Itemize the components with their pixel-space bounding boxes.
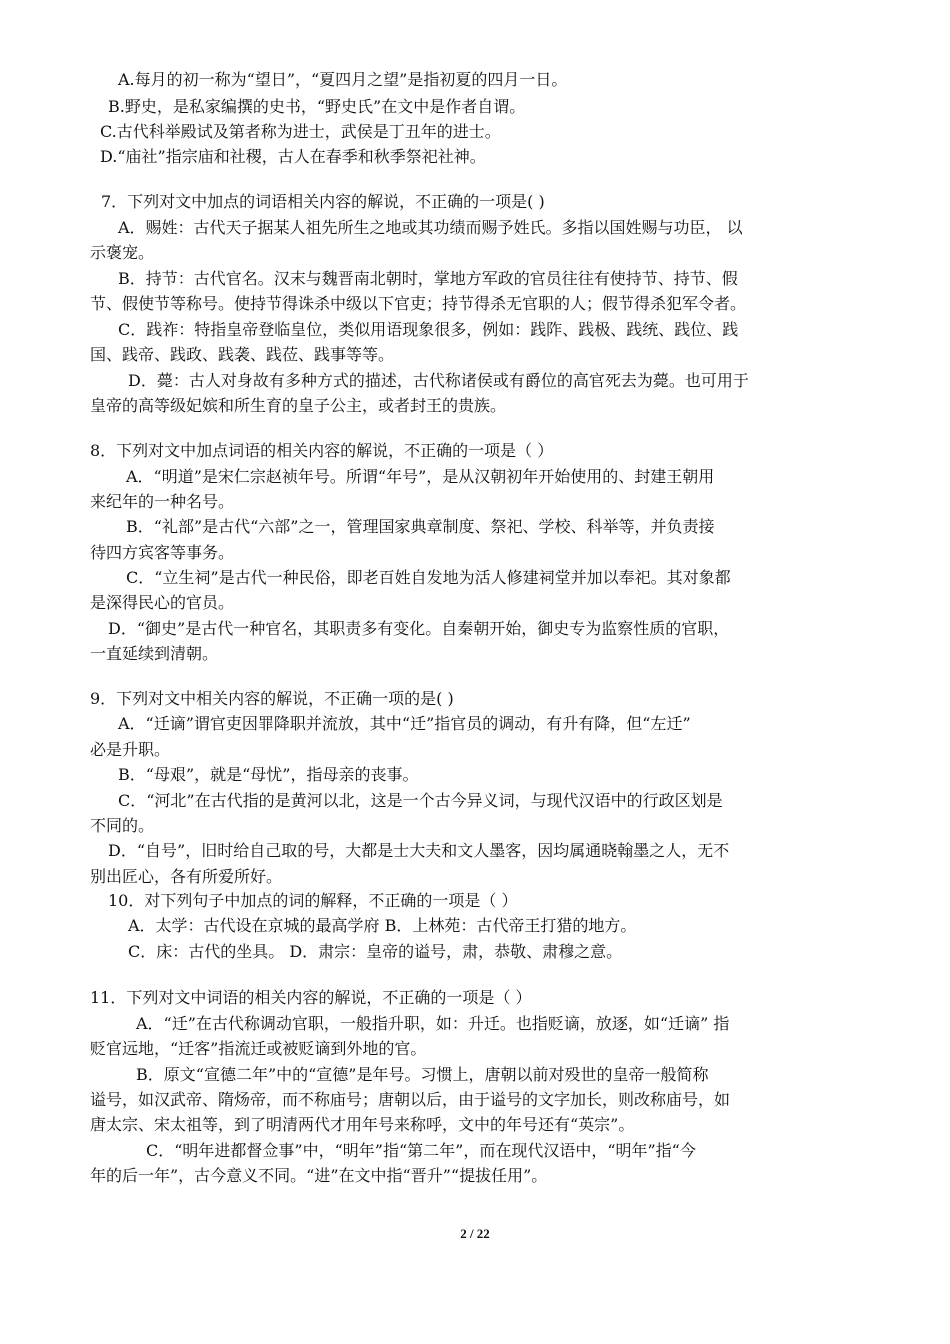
q7-option-d-cont: 皇帝的高等级妃嫔和所生育的皇子公主，或者封王的贵族。	[90, 396, 507, 415]
q6-option-d: D.“庙社”指宗庙和社稷，古人在春季和秋季祭祀社神。	[100, 147, 486, 166]
q7-option-b-cont: 节、假使节等称号。使持节得诛杀中级以下官吏；持节得杀无官职的人；假节得杀犯军令者。	[90, 294, 747, 313]
q8-option-b: B．“礼部”是古代“六部”之一，管理国家典章制度、祭祀、学校、科举等，并负责接	[126, 517, 715, 536]
q11-option-b-cont2: 唐太宗、宋太祖等，到了明清两代才用年号来称呼，文中的年号还有“英宗”。	[90, 1115, 635, 1134]
q7-option-b: B．持节：古代官名。汉末与魏晋南北朝时，掌地方军政的官员往往有使持节、持节、假	[118, 269, 738, 288]
q9-option-c-cont: 不同的。	[90, 816, 155, 835]
q8-option-a-cont: 来纪年的一种名号。	[90, 492, 235, 511]
q11-stem: 11．下列对文中词语的相关内容的解说，不正确的一项是（ ）	[90, 988, 532, 1007]
q9-option-a-cont: 必是升职。	[90, 740, 171, 759]
q8-option-d: D．“御史”是古代一种官名，其职责多有变化。自秦朝开始，御史专为监察性质的官职，	[108, 619, 730, 638]
q9-stem: 9．下列对文中相关内容的解说，不正确一项的是( )	[90, 689, 454, 708]
q8-option-d-cont: 一直延续到清朝。	[90, 644, 219, 663]
q7-option-c-cont: 国、践帝、践政、践袭、践莅、践事等等。	[90, 345, 395, 364]
q10-stem: 10．对下列句子中加点的词的解释，不正确的一项是（ ）	[108, 891, 518, 910]
q7-stem: 7．下列对文中加点的词语相关内容的解说，不正确的一项是( )	[101, 192, 545, 211]
q6-option-a: A.每月的初一称为“望日”，“夏四月之望”是指初夏的四月一日。	[118, 70, 568, 89]
q6-option-b: B.野史，是私家编撰的史书，“野史氏”在文中是作者自谓。	[108, 97, 526, 116]
q9-option-a: A．“迁谪”谓官吏因罪降职并流放，其中“迁”指官员的调动，有升有降，但“左迁”	[118, 714, 691, 733]
q7-option-a: A．赐姓：古代天子据某人祖先所生之地或其功绩而赐予姓氏。多指以国姓赐与功臣， 以	[118, 218, 743, 237]
page-number: 2 / 22	[460, 1226, 490, 1241]
q8-option-c-cont: 是深得民心的官员。	[90, 593, 235, 612]
q10-options-cd: C．床：古代的坐具。 D．肃宗：皇帝的谥号，肃，恭敬、肃穆之意。	[128, 942, 623, 961]
q9-option-d-cont: 别出匠心，各有所爱所好。	[90, 867, 283, 886]
q9-option-d: D．“自号”，旧时给自己取的号，大都是士大夫和文人墨客，因均属通晓翰墨之人，无不	[108, 841, 730, 860]
q8-option-b-cont: 待四方宾客等事务。	[90, 543, 235, 562]
q11-option-b-cont1: 谥号，如汉武帝、隋炀帝，而不称庙号；唐朝以后，由于谥号的文字加长，则改称庙号，如	[90, 1090, 731, 1109]
q8-stem: 8．下列对文中加点词语的相关内容的解说，不正确的一项是（ ）	[90, 441, 554, 460]
q7-option-d: D．薨：古人对身故有多种方式的描述，古代称诸侯或有爵位的高官死去为薨。也可用于	[128, 371, 749, 390]
q11-option-c-cont: 年的后一年”，古今意义不同。“进”在文中指“晋升”“提拔任用”。	[90, 1166, 548, 1185]
q8-option-c: C．“立生祠”是古代一种民俗，即老百姓自发地为活人修建祠堂并加以奉祀。其对象都	[126, 568, 731, 587]
q11-option-c: C．“明年进都督佥事”中，“明年”指“第二年”，而在现代汉语中，“明年”指“今	[146, 1141, 696, 1160]
q9-option-c: C．“河北”在古代指的是黄河以北，这是一个古今异义词，与现代汉语中的行政区划是	[118, 791, 723, 810]
q6-option-c: C.古代科举殿试及第者称为进士，武侯是丁丑年的进士。	[100, 122, 501, 141]
q7-option-c: C．践祚：特指皇帝登临皇位，类似用语现象很多，例如：践阼、践极、践统、践位、践	[118, 320, 739, 339]
q8-option-a: A．“明道”是宋仁宗赵祯年号。所谓“年号”，是从汉朝初年开始使用的、封建王朝用	[126, 467, 715, 486]
q9-option-b: B．“母艰”，就是“母忧”，指母亲的丧事。	[118, 765, 419, 784]
q11-option-b: B．原文“宣德二年”中的“宣德”是年号。习惯上，唐朝以前对殁世的皇帝一般简称	[136, 1065, 709, 1084]
q11-option-a: A．“迁”在古代称调动官职，一般指升职，如：升迁。也指贬谪，放逐，如“迁谪” 指	[136, 1014, 730, 1033]
q10-options-ab: A．太学：古代设在京城的最高学府 B．上林苑：古代帝王打猎的地方。	[128, 916, 637, 935]
q11-option-a-cont: 贬官远地，“迁客”指流迁或被贬谪到外地的官。	[90, 1039, 427, 1058]
q7-option-a-cont: 示褒宠。	[90, 243, 155, 262]
